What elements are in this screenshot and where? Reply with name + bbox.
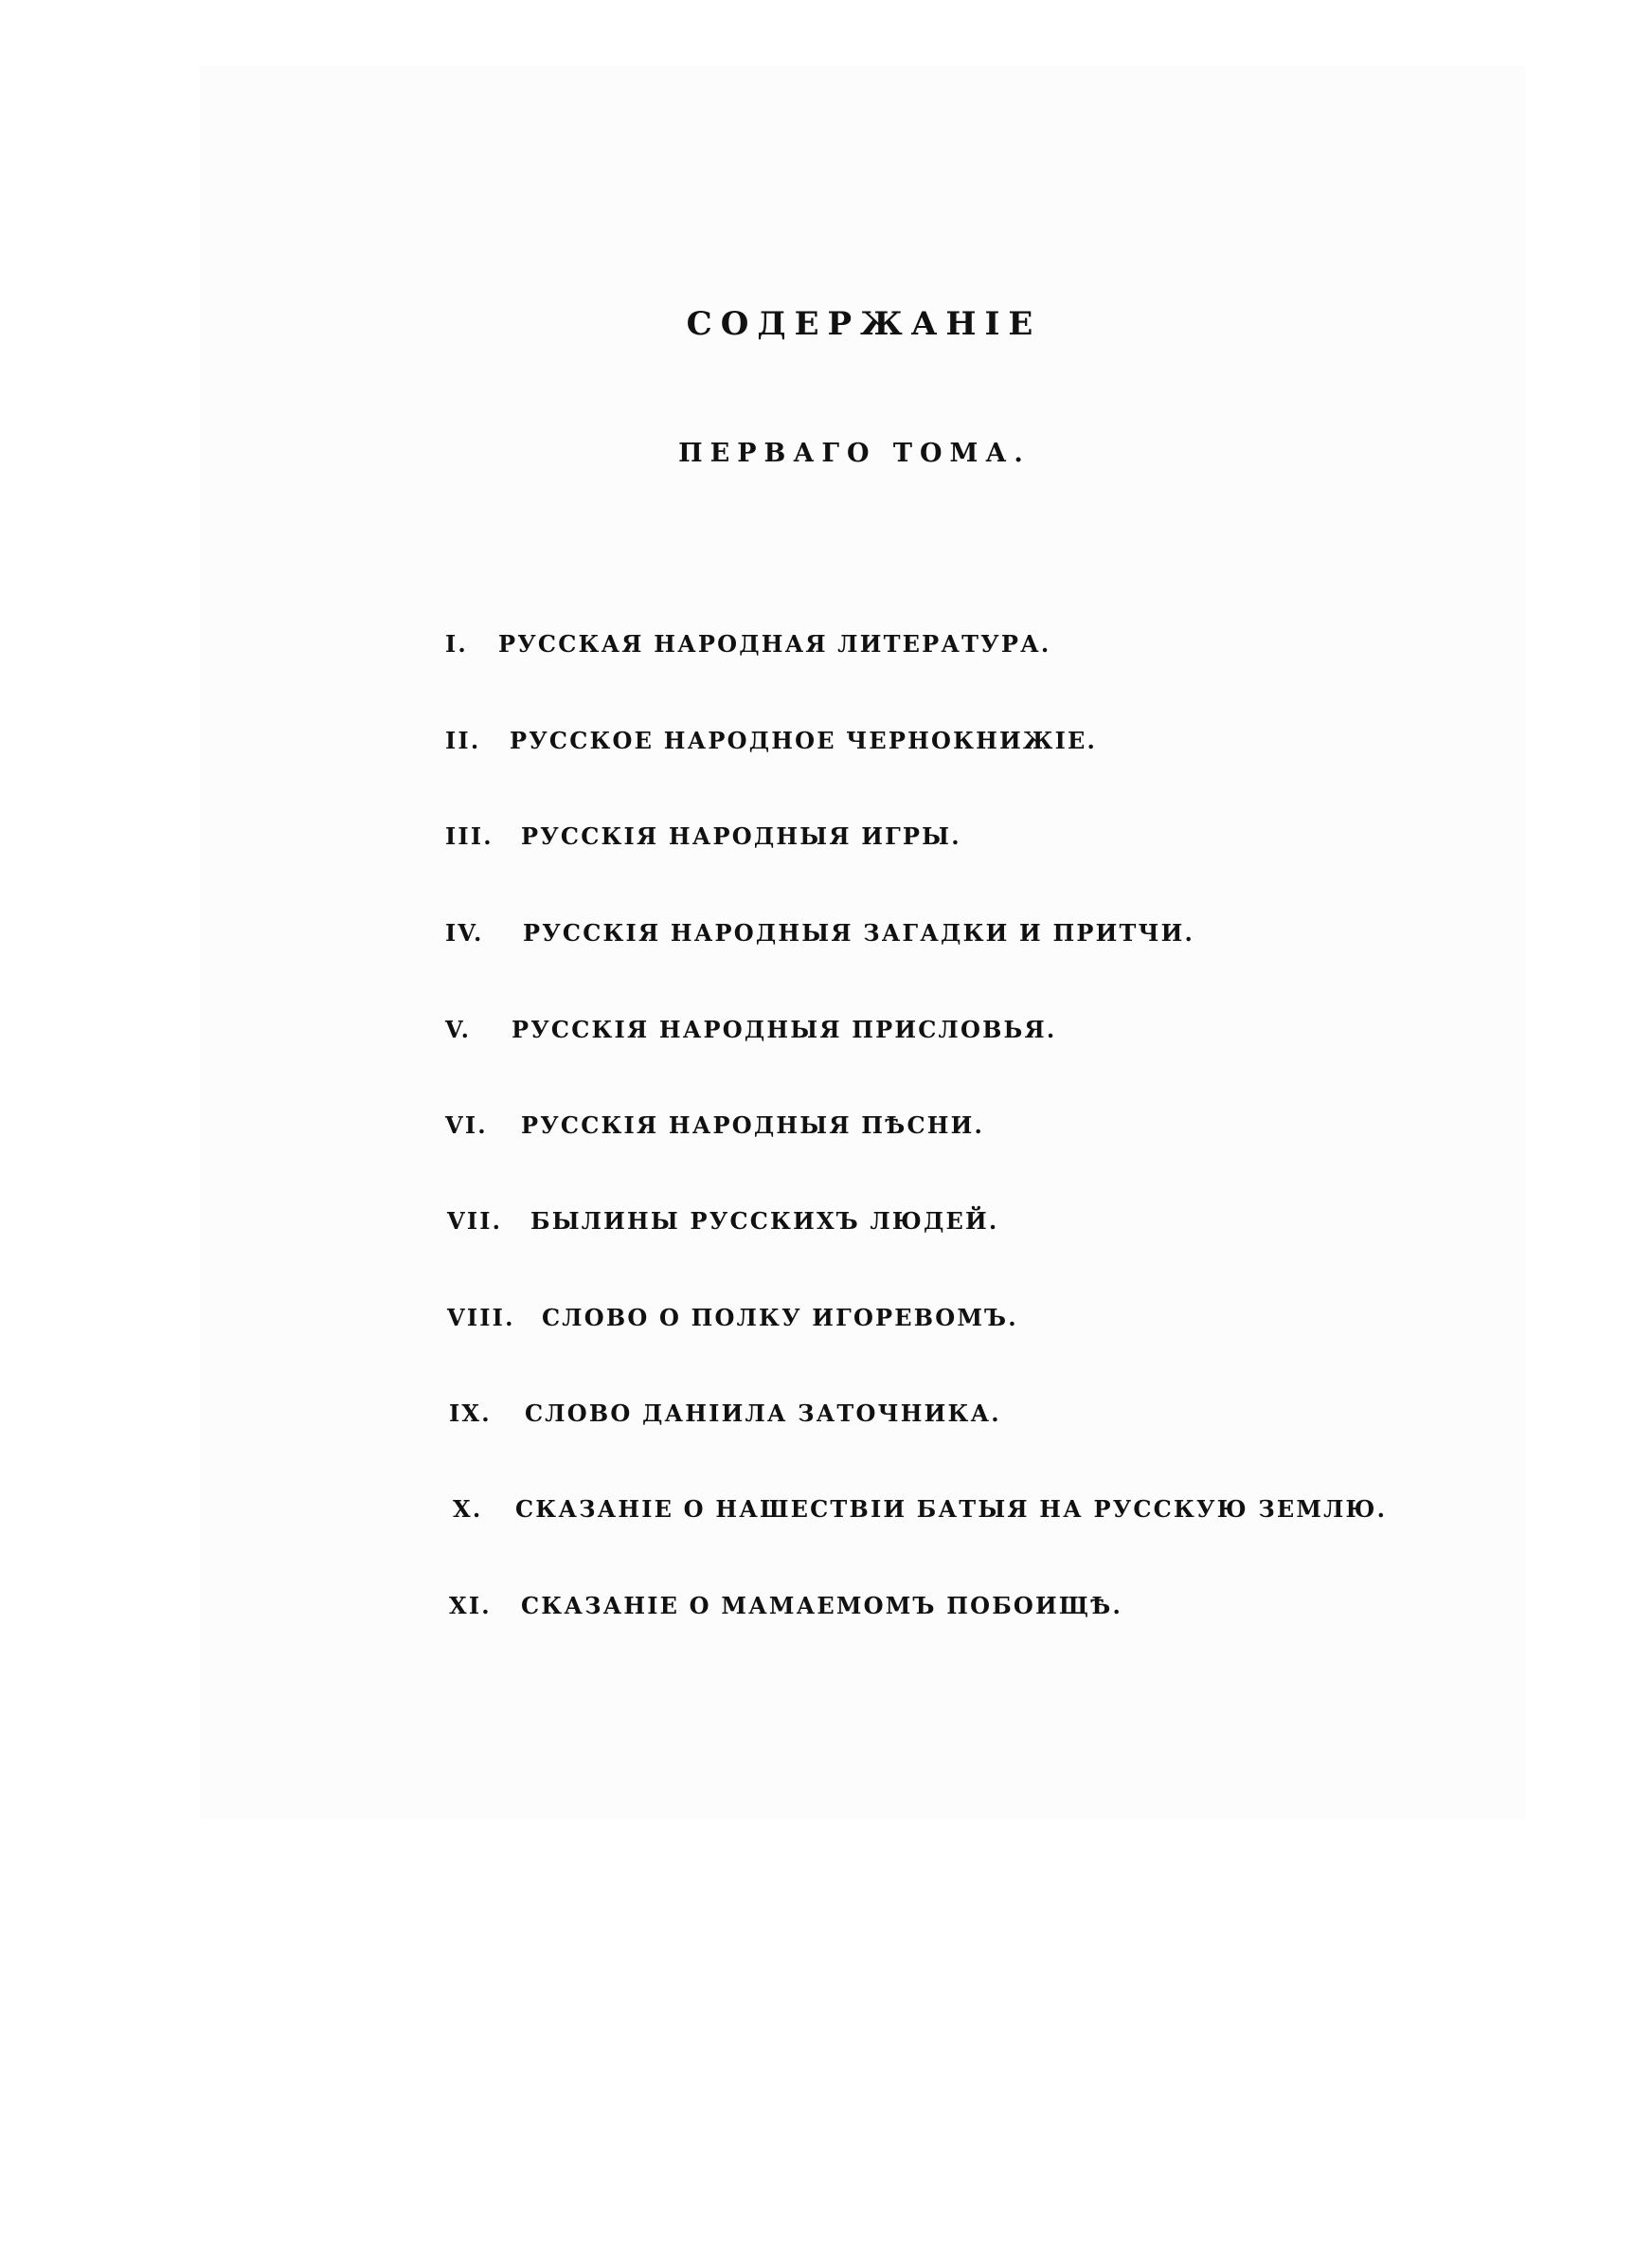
- page-title: СОДЕРЖАНIЕ: [686, 305, 1042, 343]
- toc-entry-number: X.: [453, 1495, 483, 1523]
- toc-entry-number: III.: [445, 822, 494, 850]
- toc-entry-number: IV.: [445, 919, 484, 947]
- toc-entry: [445, 1016, 1057, 1043]
- toc-entry: [449, 1399, 1001, 1427]
- toc-entry-number: VI.: [445, 1111, 488, 1139]
- toc-entry-title: СКАЗАНIЕ О МАМАЕМОМЪ ПОБОИЩѢ.: [521, 1592, 1122, 1619]
- toc-entry: [445, 919, 1195, 947]
- toc-entry: [447, 1207, 999, 1235]
- toc-entry-title: РУССКIЯ НАРОДНЫЯ ЗАГАДКИ И ПРИТЧИ.: [523, 919, 1195, 947]
- toc-entry: [449, 1592, 1122, 1619]
- toc-entry: [445, 1111, 985, 1139]
- toc-entry: [447, 1304, 1018, 1331]
- toc-entry-title: РУССКОЕ НАРОДНОЕ ЧЕРНОКНИЖIЕ.: [510, 727, 1098, 754]
- toc-entry-title: РУССКIЯ НАРОДНЫЯ ПѢСНИ.: [521, 1111, 985, 1139]
- toc-entry-number: VII.: [447, 1207, 503, 1235]
- toc-entry-title: СЛОВО ДАНIИЛА ЗАТОЧНИКА.: [525, 1399, 1001, 1427]
- toc-entry-title: БЫЛИНЫ РУССКИХЪ ЛЮДЕЙ.: [530, 1207, 999, 1235]
- toc-entry-number: V.: [445, 1016, 472, 1043]
- page-subtitle: ПЕРВАГО ТОМА.: [678, 439, 1031, 468]
- toc-entry-number: XI.: [449, 1592, 492, 1619]
- toc-entry-number: IX.: [449, 1399, 492, 1427]
- toc-entry: [445, 822, 961, 850]
- toc-entry-title: РУССКАЯ НАРОДНАЯ ЛИТЕРАТУРА.: [498, 630, 1051, 658]
- toc-entry-number: II.: [445, 727, 481, 754]
- toc-entry-title: РУССКIЯ НАРОДНЫЯ ИГРЫ.: [521, 822, 961, 850]
- toc-entry-number: VIII.: [447, 1304, 515, 1331]
- toc-entry: [453, 1495, 1388, 1523]
- toc-entry: [445, 727, 1098, 754]
- toc-entry-title: РУССКIЯ НАРОДНЫЯ ПРИСЛОВЬЯ.: [512, 1016, 1057, 1043]
- toc-entry-title: СЛОВО О ПОЛКУ ИГОРЕВОМЪ.: [542, 1304, 1018, 1331]
- toc-entry: [445, 630, 1051, 658]
- toc-entry-title: СКАЗАНIЕ О НАШЕСТВIИ БАТЫЯ НА РУССКУЮ ЗЕМЛЮ.: [515, 1495, 1388, 1523]
- toc-entry-number: I.: [445, 630, 468, 658]
